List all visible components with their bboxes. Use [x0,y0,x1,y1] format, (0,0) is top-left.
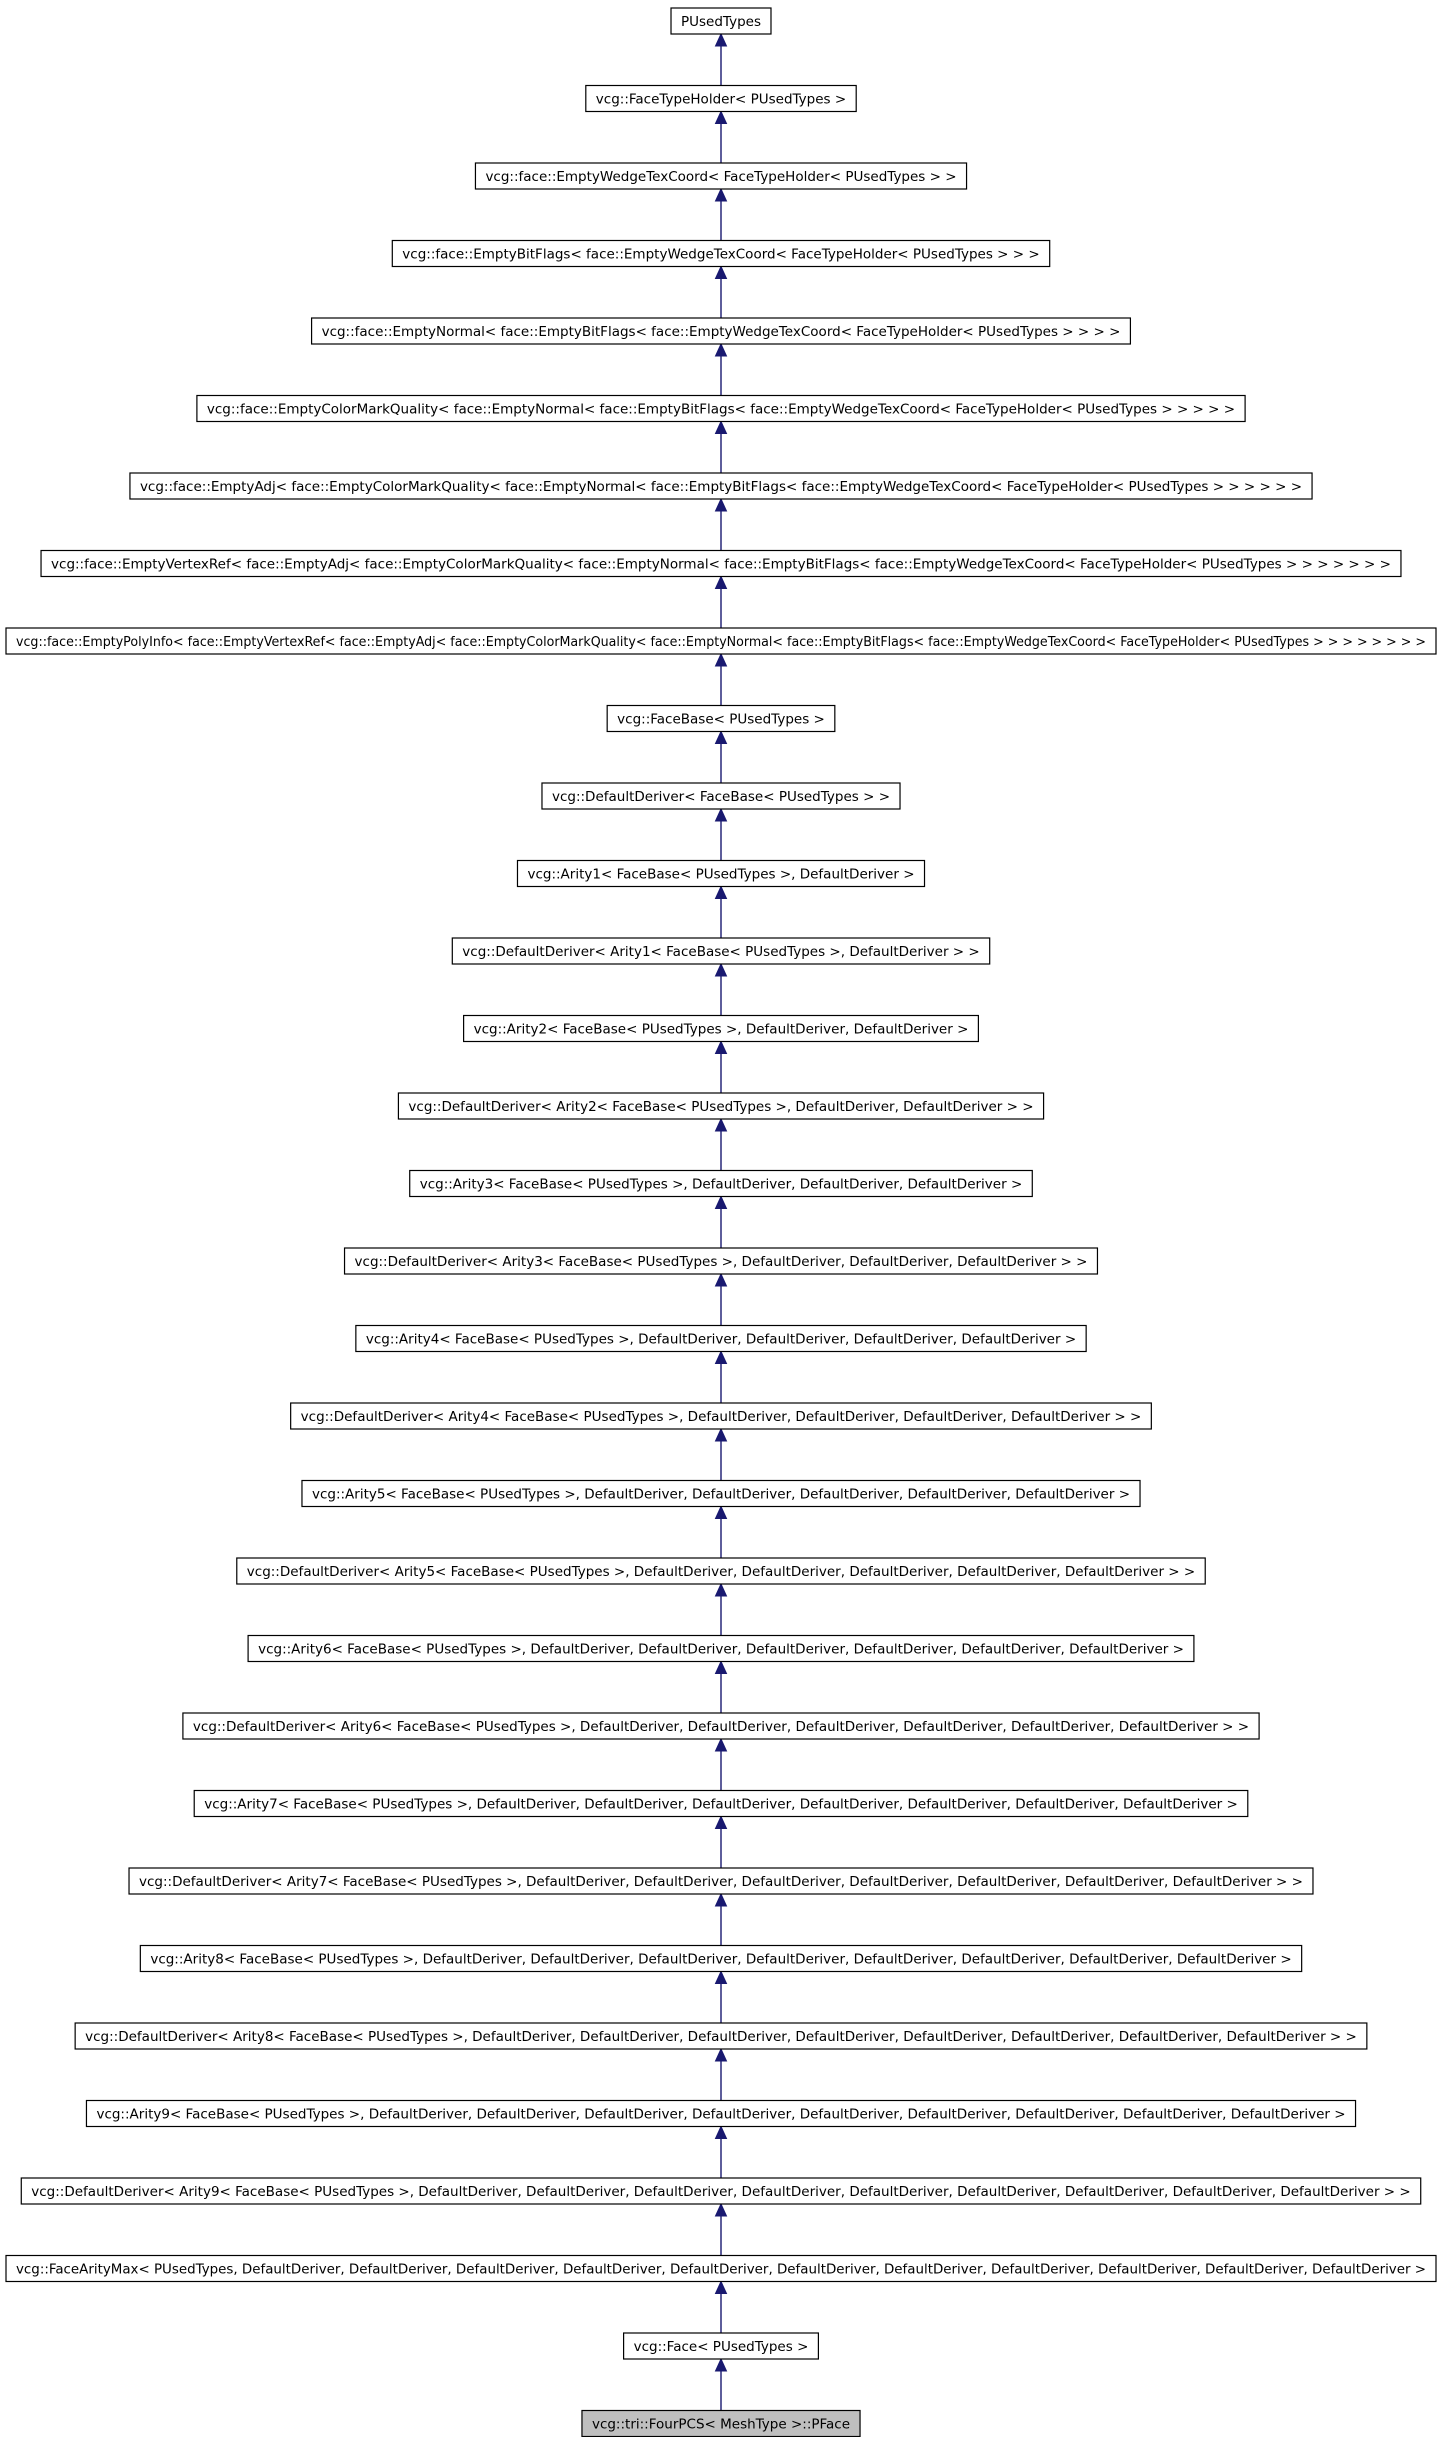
class-node-label: vcg::FaceBase< PUsedTypes > [617,711,825,728]
class-node[interactable] [248,1636,1194,1662]
class-node[interactable] [6,2256,1436,2282]
class-node-label: PUsedTypes [681,14,761,30]
inheritance-arrow-head [716,2049,727,2061]
inheritance-arrow-head [716,1584,727,1596]
class-node-label: vcg::face::EmptyVertexRef< face::EmptyAdj< face::EmptyColorMarkQuality< face::EmptyNormal< face::EmptyBitFlags< face::EmptyWedgeTexCoord< FaceTypeHolder< PUsedTypes > > > > > > > [51,556,1391,573]
class-node-label: vcg::DefaultDeriver< Arity7< FaceBase< PUsedTypes >, DefaultDeriver, DefaultDeriver, DefaultDeriver, DefaultDeriver, DefaultDeriver, DefaultDeriver, DefaultDeriver > > [139,1874,1303,1890]
inheritance-arrow-head [716,1119,727,1131]
inheritance-arrow-head [716,422,727,434]
class-node-label: vcg::Arity3< FaceBase< PUsedTypes >, DefaultDeriver, DefaultDeriver, DefaultDeriver > [419,1176,1023,1193]
class-node[interactable] [671,8,771,34]
class-node-label: vcg::face::EmptyWedgeTexCoord< FaceTypeHolder< PUsedTypes > > [485,169,957,185]
class-node[interactable] [312,318,1131,344]
class-node[interactable] [237,1558,1205,1584]
class-node-label: vcg::Arity9< FaceBase< PUsedTypes >, DefaultDeriver, DefaultDeriver, DefaultDeriver, DefaultDeriver, DefaultDeriver, DefaultDeriver, DefaultDeriver, DefaultDeriver, DefaultDeriver > [96,2106,1346,2123]
class-node-current [582,2411,860,2437]
class-node-label: vcg::face::EmptyBitFlags< face::EmptyWedgeTexCoord< FaceTypeHolder< PUsedTypes > > > [402,246,1040,263]
class-node-label: vcg::Arity8< FaceBase< PUsedTypes >, DefaultDeriver, DefaultDeriver, DefaultDeriver, DefaultDeriver, DefaultDeriver, DefaultDeriver, DefaultDeriver, DefaultDeriver > [150,1951,1292,1968]
class-node[interactable] [464,1016,979,1042]
class-node[interactable] [21,2178,1420,2204]
inheritance-arrow-head [716,1042,727,1054]
class-node[interactable] [542,783,900,809]
inheritance-edges [716,34,727,2411]
class-node[interactable] [183,1713,1259,1739]
inheritance-arrow-head [716,2204,727,2216]
class-node[interactable] [75,2023,1367,2049]
class-node[interactable] [356,1326,1086,1352]
class-node-label: vcg::DefaultDeriver< Arity6< FaceBase< PUsedTypes >, DefaultDeriver, DefaultDeriver, DefaultDeriver, DefaultDeriver, DefaultDeriver, DefaultDeriver > > [192,1719,1250,1735]
class-node-label: vcg::FaceArityMax< PUsedTypes, DefaultDeriver, DefaultDeriver, DefaultDeriver, DefaultDeriver, DefaultDeriver, DefaultDeriver, DefaultDeriver, DefaultDeriver, DefaultDeriver, DefaultDeriver, DefaultDeriver > [16,2261,1426,2278]
class-node-label: vcg::face::EmptyAdj< face::EmptyColorMarkQuality< face::EmptyNormal< face::EmptyBitFlags< face::EmptyWedgeTexCoord< FaceTypeHolder< PUsedTypes > > > > > > [139,479,1303,495]
inheritance-arrow-head [716,34,727,46]
class-node-label: vcg::FaceTypeHolder< PUsedTypes > [595,91,847,108]
class-node[interactable] [398,1093,1043,1119]
inheritance-arrow-head [716,1274,727,1286]
class-node-label: vcg::Face< PUsedTypes > [633,2339,809,2355]
class-node[interactable] [392,241,1049,267]
class-node-label: vcg::DefaultDeriver< Arity9< FaceBase< PUsedTypes >, DefaultDeriver, DefaultDeriver, DefaultDeriver, DefaultDeriver, DefaultDeriver, DefaultDeriver, DefaultDeriver, DefaultDeriver, DefaultDeriver > > [31,2184,1411,2200]
class-node[interactable] [86,2101,1355,2127]
inheritance-arrow-head [716,2282,727,2294]
inheritance-arrow-head [716,2127,727,2139]
class-node-label: vcg::DefaultDeriver< Arity4< FaceBase< PUsedTypes >, DefaultDeriver, DefaultDeriver, DefaultDeriver, DefaultDeriver > > [300,1409,1142,1425]
class-node-label: vcg::Arity6< FaceBase< PUsedTypes >, DefaultDeriver, DefaultDeriver, DefaultDeriver, DefaultDeriver, DefaultDeriver, DefaultDeriver > [258,1641,1184,1658]
class-node[interactable] [130,473,1312,499]
class-node-label: vcg::DefaultDeriver< Arity8< FaceBase< PUsedTypes >, DefaultDeriver, DefaultDeriver, DefaultDeriver, DefaultDeriver, DefaultDeriver, DefaultDeriver, DefaultDeriver, DefaultDeriver > > [85,2029,1357,2045]
inheritance-arrow-head [716,1817,727,1829]
class-node-label: vcg::Arity2< FaceBase< PUsedTypes >, DefaultDeriver, DefaultDeriver > [473,1021,969,1038]
inheritance-arrow-head [716,112,727,124]
class-node-label: vcg::DefaultDeriver< FaceBase< PUsedTypes > > [551,789,891,805]
class-node[interactable] [197,396,1245,422]
class-node[interactable] [140,1946,1301,1972]
inheritance-arrow-head [716,189,727,201]
class-node[interactable] [607,706,835,732]
inheritance-arrow-head [716,654,727,666]
inheritance-arrow-head [716,1352,727,1364]
inheritance-arrow-head [716,1739,727,1751]
inheritance-arrow-head [716,267,727,279]
class-node-label: vcg::tri::FourPCS< MeshType >::PFace [591,2416,851,2433]
inheritance-arrow-head [716,1972,727,1984]
class-node-label: vcg::DefaultDeriver< Arity5< FaceBase< PUsedTypes >, DefaultDeriver, DefaultDeriver, DefaultDeriver, DefaultDeriver, DefaultDeriver > > [246,1564,1196,1580]
class-node[interactable] [291,1403,1152,1429]
inheritance-arrow-head [716,1197,727,1209]
class-node[interactable] [410,1171,1033,1197]
inheritance-arrow-head [716,1507,727,1519]
class-node[interactable] [624,2333,819,2359]
class-node-label: vcg::face::EmptyPolyInfo< face::EmptyVertexRef< face::EmptyAdj< face::EmptyColorMarkQuality< face::EmptyNormal< face::EmptyBitFlags< face::EmptyWedgeTexCoord< FaceTypeHolder< PUsedTypes > > > > > > > > [16,634,1426,650]
class-node-label: vcg::DefaultDeriver< Arity1< FaceBase< PUsedTypes >, DefaultDeriver > > [462,944,980,960]
inheritance-arrow-head [716,1894,727,1906]
inheritance-arrow-head [716,2359,727,2371]
class-node[interactable] [586,86,856,112]
class-node-label: vcg::DefaultDeriver< Arity3< FaceBase< PUsedTypes >, DefaultDeriver, DefaultDeriver, DefaultDeriver > > [354,1254,1088,1270]
class-node-label: vcg::Arity7< FaceBase< PUsedTypes >, DefaultDeriver, DefaultDeriver, DefaultDeriver, DefaultDeriver, DefaultDeriver, DefaultDeriver, DefaultDeriver > [204,1796,1238,1813]
class-node-label: vcg::Arity4< FaceBase< PUsedTypes >, DefaultDeriver, DefaultDeriver, DefaultDeriver, DefaultDeriver > [365,1331,1077,1348]
inheritance-arrow-head [716,1429,727,1441]
class-node[interactable] [129,1868,1313,1894]
class-node[interactable] [452,938,989,964]
inheritance-arrow-head [716,964,727,976]
class-node[interactable] [302,1481,1140,1507]
class-node[interactable] [6,628,1436,654]
class-node-label: vcg::face::EmptyNormal< face::EmptyBitFlags< face::EmptyWedgeTexCoord< FaceTypeHolder< PUsedTypes > > > > [321,324,1121,340]
inheritance-arrow-head [716,499,727,511]
class-node[interactable] [475,163,966,189]
class-node-label: vcg::Arity1< FaceBase< PUsedTypes >, DefaultDeriver > [527,866,915,883]
class-node-label: vcg::Arity5< FaceBase< PUsedTypes >, DefaultDeriver, DefaultDeriver, DefaultDeriver, DefaultDeriver, DefaultDeriver > [311,1486,1131,1503]
inheritance-arrow-head [716,809,727,821]
inheritance-arrow-head [716,732,727,744]
class-node[interactable] [345,1248,1098,1274]
class-node[interactable] [194,1791,1248,1817]
inheritance-arrow-head [716,344,727,356]
class-node[interactable] [41,551,1401,577]
class-node[interactable] [517,861,924,887]
inheritance-arrow-head [716,577,727,589]
inheritance-arrow-head [716,887,727,899]
class-node-label: vcg::DefaultDeriver< Arity2< FaceBase< PUsedTypes >, DefaultDeriver, DefaultDeriver > > [408,1099,1034,1115]
class-node-label: vcg::face::EmptyColorMarkQuality< face::EmptyNormal< face::EmptyBitFlags< face::EmptyWedgeTexCoord< FaceTypeHolder< PUsedTypes > > > > > [206,401,1236,418]
inheritance-arrow-head [716,1662,727,1674]
